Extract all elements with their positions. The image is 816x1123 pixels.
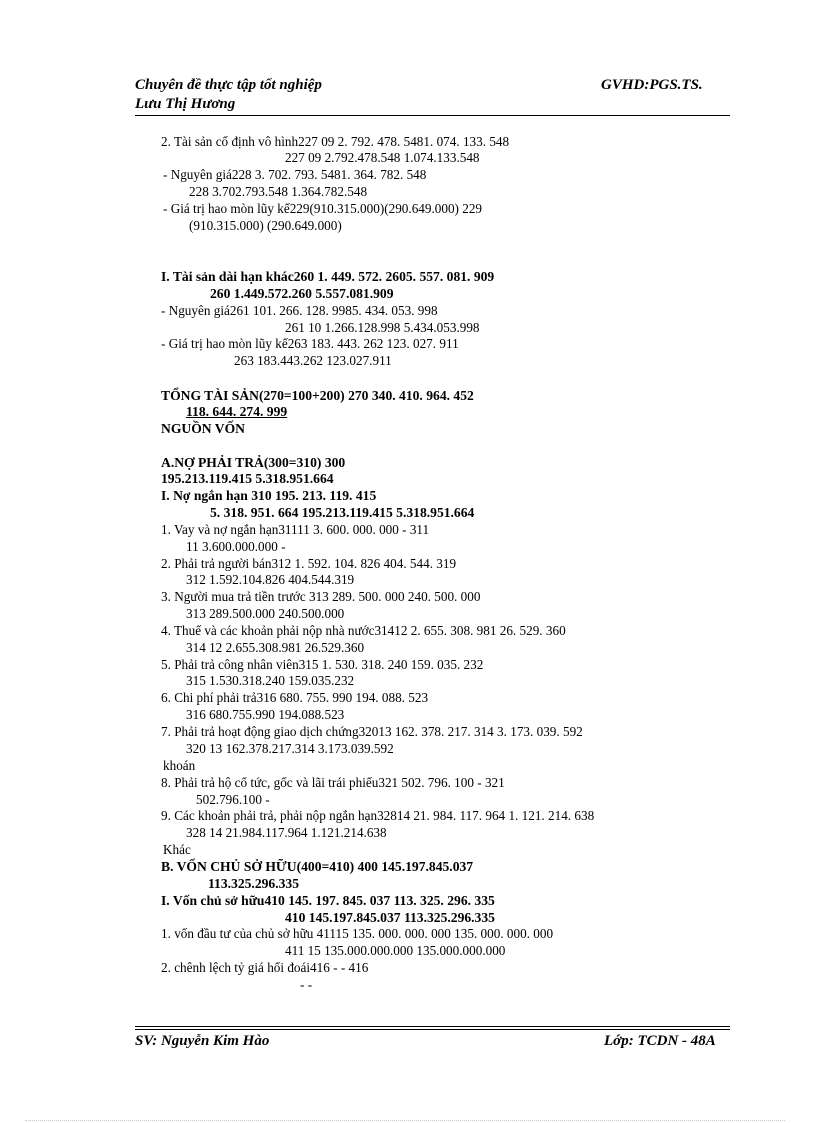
text-line: I. Vốn chủ sở hữu410 145. 197. 845. 037 113. 325. 296. 335 bbox=[161, 893, 495, 908]
text-line: - Nguyên giá261 101. 266. 128. 9985. 434. 053. 998 bbox=[161, 303, 438, 318]
text-line: 3. Người mua trả tiền trước 313 289. 500. 000 240. 500. 000 bbox=[161, 589, 481, 604]
text-line: 411 15 135.000.000.000 135.000.000.000 bbox=[285, 943, 506, 958]
text-line: (910.315.000) (290.649.000) bbox=[189, 218, 342, 233]
text-line: 9. Các khoản phải trả, phải nộp ngắn hạn32814 21. 984. 117. 964 1. 121. 214. 638 bbox=[161, 808, 595, 823]
header-title: Chuyên đề thực tập tốt nghiệp bbox=[135, 77, 322, 93]
page-edge bbox=[25, 1120, 785, 1121]
text-line: - Nguyên giá228 3. 702. 793. 5481. 364. 782. 548 bbox=[163, 167, 427, 182]
footer-class: Lớp: TCDN - 48A bbox=[604, 1033, 716, 1049]
text-line: 5. Phải trả công nhân viên315 1. 530. 318. 240 159. 035. 232 bbox=[161, 657, 484, 672]
text-line: 260 1.449.572.260 5.557.081.909 bbox=[210, 286, 394, 301]
text-line: 502.796.100 - bbox=[196, 792, 270, 807]
footer-rule-bottom bbox=[135, 1029, 730, 1030]
text-line: 4. Thuế và các khoản phải nộp nhà nước31412 2. 655. 308. 981 26. 529. 360 bbox=[161, 623, 566, 638]
text-line: 8. Phải trả hộ cổ tức, gốc và lãi trái phiếu321 502. 796. 100 - 321 bbox=[161, 775, 505, 790]
text-line: 320 13 162.378.217.314 3.173.039.592 bbox=[186, 741, 394, 756]
footer-student: SV: Nguyễn Kim Hào bbox=[135, 1033, 270, 1049]
text-line: 5. 318. 951. 664 195.213.119.415 5.318.951.664 bbox=[210, 505, 475, 520]
text-line: I. Tài sản dài hạn khác260 1. 449. 572. 2605. 557. 081. 909 bbox=[161, 269, 495, 284]
text-line: 313 289.500.000 240.500.000 bbox=[186, 606, 345, 621]
text-line: 227 09 2.792.478.548 1.074.133.548 bbox=[285, 150, 480, 165]
text-line: TỔNG TÀI SẢN(270=100+200) 270 340. 410. 964. 452 bbox=[161, 388, 474, 403]
header-author: Lưu Thị Hương bbox=[135, 96, 236, 112]
footer-rule-top bbox=[135, 1026, 730, 1027]
text-line: 228 3.702.793.548 1.364.782.548 bbox=[189, 184, 368, 199]
text-line: 328 14 21.984.117.964 1.121.214.638 bbox=[186, 825, 387, 840]
text-line: - Giá trị hao mòn lũy kế229(910.315.000)(290.649.000) 229 bbox=[163, 201, 483, 216]
text-line: 113.325.296.335 bbox=[208, 876, 300, 891]
text-line: I. Nợ ngắn hạn 310 195. 213. 119. 415 bbox=[161, 488, 377, 503]
text-line: 2. chênh lệch tỷ giá hối đoái416 - - 416 bbox=[161, 960, 369, 975]
text-line: 1. Vay và nợ ngắn hạn31111 3. 600. 000. 000 - 311 bbox=[161, 522, 430, 537]
text-line: 261 10 1.266.128.998 5.434.053.998 bbox=[285, 320, 480, 335]
text-line: 11 3.600.000.000 - bbox=[186, 539, 286, 554]
text-line: 7. Phải trả hoạt động giao dịch chứng32013 162. 378. 217. 314 3. 173. 039. 592 bbox=[161, 724, 583, 739]
header-advisor: GVHD:PGS.TS. bbox=[601, 77, 703, 93]
text-line: A.NỢ PHẢI TRẢ(300=310) 300 bbox=[161, 455, 346, 470]
header-rule bbox=[135, 115, 730, 116]
text-line: B. VỐN CHỦ SỞ HỮU(400=410) 400 145.197.845.037 bbox=[161, 859, 474, 874]
text-line: khoán bbox=[163, 758, 196, 773]
text-line: 410 145.197.845.037 113.325.296.335 bbox=[285, 910, 495, 925]
text-line: 263 183.443.262 123.027.911 bbox=[234, 353, 392, 368]
text-line: 315 1.530.318.240 159.035.232 bbox=[186, 673, 355, 688]
text-line: 316 680.755.990 194.088.523 bbox=[186, 707, 345, 722]
text-line: 314 12 2.655.308.981 26.529.360 bbox=[186, 640, 365, 655]
text-line: 6. Chi phí phải trả316 680. 755. 990 194. 088. 523 bbox=[161, 690, 429, 705]
text-line: 2. Phải trả người bán312 1. 592. 104. 826 404. 544. 319 bbox=[161, 556, 457, 571]
text-line: 118. 644. 274. 999 bbox=[186, 404, 288, 419]
text-line: - Giá trị hao mòn lũy kế263 183. 443. 262 123. 027. 911 bbox=[161, 336, 459, 351]
section-heading: NGUỒN VỐN bbox=[161, 421, 245, 436]
text-line: - - bbox=[300, 977, 313, 992]
text-line: 195.213.119.415 5.318.951.664 bbox=[161, 471, 334, 486]
text-line: 312 1.592.104.826 404.544.319 bbox=[186, 572, 355, 587]
text-line: 1. vốn đầu tư của chủ sở hữu 41115 135. 000. 000. 000 135. 000. 000. 000 bbox=[161, 926, 554, 941]
text-line: Khác bbox=[163, 842, 191, 857]
text-line: 2. Tài sản cố định vô hình227 09 2. 792. 478. 5481. 074. 133. 548 bbox=[161, 134, 510, 149]
